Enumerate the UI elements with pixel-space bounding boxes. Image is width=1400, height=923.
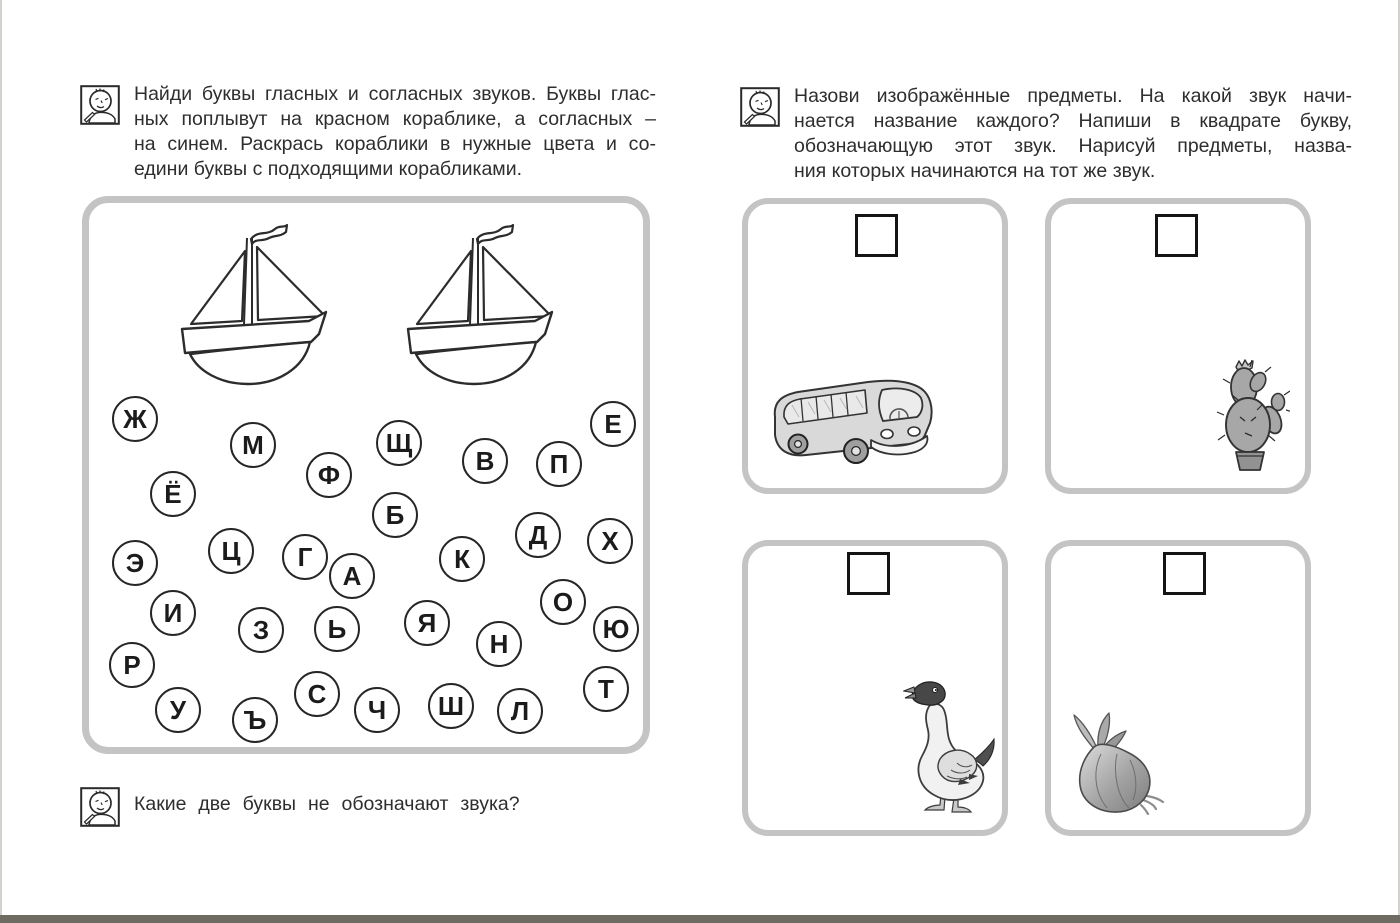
letter-circle-Г[interactable]: Г	[282, 534, 328, 580]
task1-question	[80, 784, 614, 827]
page-left-edge	[0, 0, 2, 923]
letter-circle-Ю[interactable]: Ю	[593, 606, 639, 652]
letter-circle-Ц[interactable]: Ц	[208, 528, 254, 574]
answer-square[interactable]	[847, 552, 890, 595]
child-writing-icon	[740, 87, 780, 127]
child-writing-icon	[80, 85, 120, 125]
card-goose[interactable]	[742, 540, 1008, 836]
instruction-line: ния которых начинаются на тот же звук.	[794, 160, 1156, 182]
task1-instruction	[80, 82, 656, 182]
instruction-line: Назови изображённые предметы. На какой звук начи-	[794, 85, 1352, 107]
card-bus[interactable]	[742, 198, 1008, 494]
instruction-line: едини буквы с подходящими корабликами.	[134, 158, 523, 180]
letter-circle-У[interactable]: У	[155, 687, 201, 733]
task1-instruction-text	[134, 82, 656, 182]
letter-circle-Р[interactable]: Р	[109, 642, 155, 688]
sailboat-drawing-right[interactable]	[397, 219, 562, 387]
letter-circle-З[interactable]: З	[238, 607, 284, 653]
letter-circle-К[interactable]: К	[439, 536, 485, 582]
sailboat-drawing-left[interactable]	[171, 219, 336, 387]
letter-circle-Х[interactable]: Х	[587, 518, 633, 564]
letter-circle-Ж[interactable]: Ж	[112, 396, 158, 442]
letter-circle-В[interactable]: В	[462, 438, 508, 484]
answer-square[interactable]	[1163, 552, 1206, 595]
letter-circle-П[interactable]: П	[536, 441, 582, 487]
letter-circle-Б[interactable]: Б	[372, 492, 418, 538]
letter-circle-О[interactable]: О	[540, 579, 586, 625]
task2-instruction	[740, 84, 1352, 184]
card-onion[interactable]	[1045, 540, 1311, 836]
letter-circle-Н[interactable]: Н	[476, 621, 522, 667]
letter-circle-Ш[interactable]: Ш	[428, 683, 474, 729]
page-bottom-strip	[0, 915, 1400, 923]
letter-circle-М[interactable]: М	[230, 422, 276, 468]
letter-circle-Ф[interactable]: Ф	[306, 452, 352, 498]
letter-circle-Э[interactable]: Э	[112, 540, 158, 586]
letter-circle-И[interactable]: И	[150, 590, 196, 636]
goose-icon	[903, 675, 998, 815]
letter-circle-Я[interactable]: Я	[404, 600, 450, 646]
instruction-line: Найди буквы гласных и согласных звуков. Буквы глас-	[134, 83, 656, 105]
bus-icon	[768, 377, 938, 465]
instruction-line: нается название каждого? Напиши в квадрате букву,	[794, 110, 1352, 132]
task1-question-text: Какие две буквы не обозначают звука?	[134, 793, 520, 815]
letter-circle-Ь[interactable]: Ь	[314, 606, 360, 652]
answer-square[interactable]	[855, 214, 898, 257]
letter-circle-Ё[interactable]: Ё	[150, 471, 196, 517]
letter-circle-Е[interactable]: Е	[590, 401, 636, 447]
cactus-icon	[1210, 355, 1290, 473]
letters-board	[82, 196, 650, 754]
card-cactus[interactable]	[1045, 198, 1311, 494]
instruction-line: обозначающую этот звук. Нарисуй предметы, назва-	[794, 135, 1352, 157]
letter-circle-Д[interactable]: Д	[515, 512, 561, 558]
instruction-line: ных поплывут на красном кораблике, а согласных –	[134, 108, 656, 130]
instruction-line: на синем. Раскрась кораблики в нужные цвета и со-	[134, 133, 656, 155]
letter-circle-Щ[interactable]: Щ	[376, 420, 422, 466]
letter-circle-С[interactable]: С	[294, 671, 340, 717]
child-writing-icon	[80, 787, 120, 827]
answer-square[interactable]	[1155, 214, 1198, 257]
letter-circle-Ъ[interactable]: Ъ	[232, 697, 278, 743]
letter-circle-Л[interactable]: Л	[497, 688, 543, 734]
onion-icon	[1063, 710, 1168, 815]
letter-circle-А[interactable]: А	[329, 553, 375, 599]
task2-instruction-text	[794, 84, 1352, 184]
letter-circle-Т[interactable]: Т	[583, 666, 629, 712]
letter-circle-Ч[interactable]: Ч	[354, 687, 400, 733]
